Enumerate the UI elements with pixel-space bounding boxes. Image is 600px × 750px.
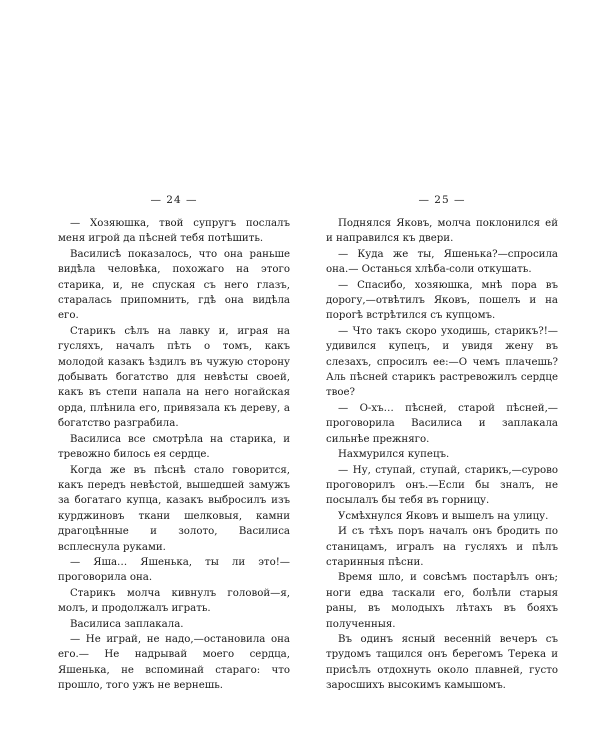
paragraph: — О-хъ… пѣсней, старой пѣсней,—проговорила Василиса и заплакала сильнѣе прежняго. <box>326 402 558 445</box>
paragraph: Василиса все смотрѣла на старика, и тревожно билось ея сердце. <box>58 433 290 461</box>
right-page <box>326 193 558 694</box>
paragraph: Нахмурился купецъ. <box>338 449 450 461</box>
page-number: — 25 — <box>418 194 466 206</box>
paragraph: И съ тѣхъ поръ началъ онъ бродить по станицамъ, игралъ на гусляхъ и пѣлъ старинныя пѣсни. <box>326 526 558 568</box>
paragraph: — Что такъ скоро уходишь, старикъ?!—удивился купецъ, и увидя жену въ слезахъ, спросилъ ее:—О чемъ плачешь? Аль пѣсней старикъ растревожилъ сердце твое? <box>326 325 558 399</box>
paragraph: Время шло, и совсѣмъ постарѣлъ онъ; ноги едва таскали его, болѣли старыя раны, въ молодыхъ лѣтахъ въ бояхъ полученныя. <box>326 572 558 630</box>
paragraph: — Хозяюшка, твой супругъ послалъ меня игрой да пѣсней тебя потѣшить. <box>58 218 290 245</box>
paragraph: — Не играй, не надо,—остановила она его.— Не надрывай моего сердца, Яшенька, не вспоминай стараго: что прошло, того ужъ не вернешь. <box>58 633 290 692</box>
paragraph: — Яша… Яшенька, ты ли это!—проговорила она. <box>58 556 290 584</box>
paragraph: Василиса заплакала. <box>70 618 184 630</box>
paragraph: Старикъ сѣлъ на лавку и, играя на гусляхъ, началъ пѣть о томъ, какъ молодой казакъ ѣздилъ въ чужую сторону добывать богатство для невѣсты своей, какъ въ степи напала на него ногайская орда, плѣнила его, привязала къ дереву, а богатство разграбила. <box>58 325 290 430</box>
left-page <box>58 193 290 694</box>
paragraph: Старикъ молча кивнулъ головой—я, молъ, и продолжалъ играть. <box>58 587 290 615</box>
page-number: — 24 — <box>150 194 198 206</box>
paragraph: — Спасибо, хозяюшка, мнѣ пора въ дорогу,—отвѣтилъ Яковъ, пошелъ и на порогѣ встрѣтился съ купцомъ. <box>326 279 558 322</box>
paragraph: Василисѣ показалось, что она раньше видѣла человѣка, похожаго на этого старика, и, не спуская съ него глазъ, старалась припомнить, гдѣ она видѣла его. <box>58 248 290 322</box>
paragraph: Поднялся Яковъ, молча поклонился ей и направился къ двери. <box>326 218 558 245</box>
paragraph: Когда же въ пѣснѣ стало говорится, какъ передъ невѣстой, вышедшей замужъ за богатаго купца, казакъ выбросилъ изъ курджиновъ ткани шелковыя, камни драгоцѣнные и золото, Василиса всплеснула руками. <box>58 464 290 553</box>
paragraph: — Куда же ты, Яшенька?—спросила она.— Останься хлѣба-соли откушать. <box>326 248 558 276</box>
paragraph: Усмѣхнулся Яковъ и вышелъ на улицу. <box>338 510 549 522</box>
paragraph: Въ одинъ ясный весенній вечеръ съ трудомъ тащился онъ берегомъ Терека и присѣлъ отдохнуть около плавней, густо заросшихъ высокимъ камышомъ. <box>326 633 558 692</box>
paragraph: — Ну, ступай, ступай, старикъ,—сурово проговорилъ онъ.—Если бы зналъ, не посылалъ бы тебя въ горницу. <box>326 464 558 507</box>
